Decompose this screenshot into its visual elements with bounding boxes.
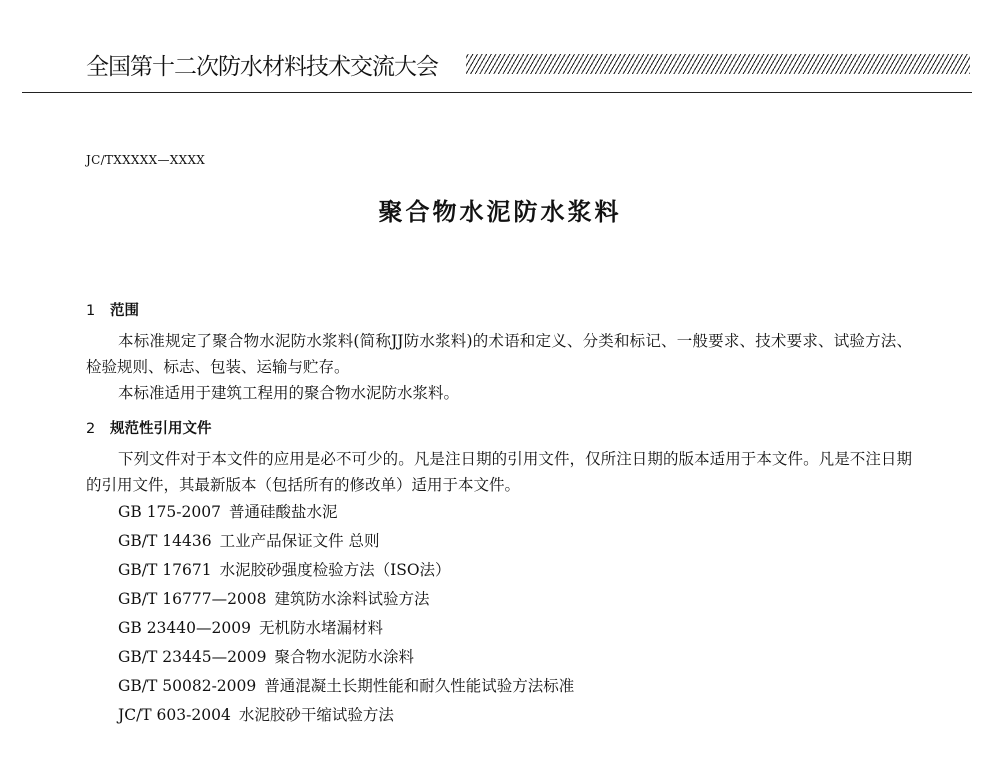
reference-item bbox=[118, 585, 912, 614]
reference-title: 普通混凝土长期性能和耐久性能试验方法标准 bbox=[264, 677, 575, 695]
section-title: 范围 bbox=[110, 303, 139, 319]
document-body bbox=[86, 294, 912, 730]
reference-item bbox=[118, 614, 912, 643]
reference-item bbox=[118, 527, 912, 556]
decorative-hatch-bar bbox=[466, 54, 970, 74]
reference-code: GB/T 23445—2009 bbox=[118, 648, 267, 666]
reference-title: 无机防水堵漏材料 bbox=[258, 619, 383, 637]
reference-title: 水泥胶砂强度检验方法（ISO法） bbox=[219, 561, 451, 579]
document-code: JC/TXXXXX—XXXX bbox=[86, 153, 206, 167]
reference-code: GB 175-2007 bbox=[118, 503, 221, 521]
header-rule bbox=[22, 92, 972, 93]
reference-item bbox=[118, 498, 912, 527]
section-heading-scope bbox=[86, 298, 912, 324]
page-header bbox=[86, 46, 970, 82]
paragraph: 本标准规定了聚合物水泥防水浆料(简称JJ防水浆料)的术语和定义、分类和标记、一般要求、技术要求、试验方法、检验规则、标志、包装、运输与贮存。 bbox=[86, 332, 912, 376]
reference-title: 聚合物水泥防水涂料 bbox=[274, 648, 415, 666]
section-number: 2 bbox=[86, 421, 96, 437]
reference-code: GB/T 16777—2008 bbox=[118, 590, 267, 608]
reference-code: GB/T 50082-2009 bbox=[118, 677, 257, 695]
conference-title: 全国第十二次防水材料技术交流大会 bbox=[86, 53, 438, 80]
reference-item bbox=[118, 672, 912, 701]
section-number: 1 bbox=[86, 303, 96, 319]
reference-title: 建筑防水涂料试验方法 bbox=[274, 590, 430, 608]
reference-item bbox=[118, 556, 912, 585]
paragraph: 下列文件对于本文件的应用是必不可少的。凡是注日期的引用文件，仅所注日期的版本适用于本文件。凡是不注日期的引用文件，其最新版本（包括所有的修改单）适用于本文件。 bbox=[86, 450, 912, 494]
reference-title: 工业产品保证文件 总则 bbox=[219, 532, 380, 550]
document-title: 聚合物水泥防水浆料 bbox=[378, 198, 622, 226]
reference-code: GB 23440—2009 bbox=[118, 619, 251, 637]
reference-code: JC/T 603-2004 bbox=[118, 706, 231, 724]
reference-title: 普通硅酸盐水泥 bbox=[228, 503, 338, 521]
reference-code: GB/T 14436 bbox=[118, 532, 212, 550]
reference-code: GB/T 17671 bbox=[118, 561, 212, 579]
section-title: 规范性引用文件 bbox=[110, 421, 212, 437]
reference-list bbox=[118, 498, 912, 730]
paragraph: 本标准适用于建筑工程用的聚合物水泥防水浆料。 bbox=[118, 384, 460, 402]
section-heading-normative-references bbox=[86, 416, 912, 442]
reference-title: 水泥胶砂干缩试验方法 bbox=[238, 706, 394, 724]
reference-item bbox=[118, 701, 912, 730]
reference-item bbox=[118, 643, 912, 672]
